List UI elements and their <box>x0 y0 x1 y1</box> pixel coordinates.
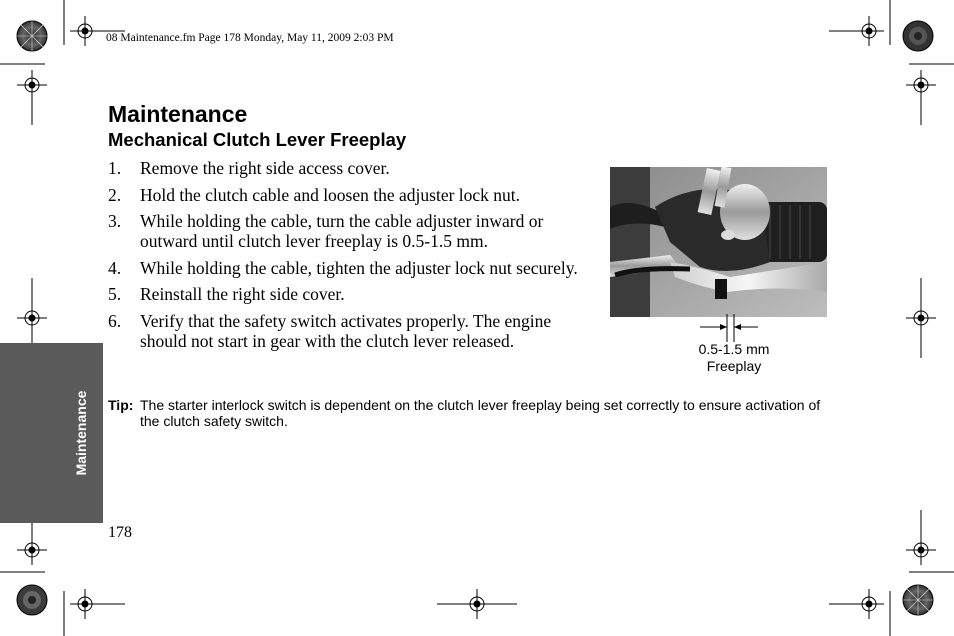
starburst-icon <box>17 585 47 615</box>
tip-label: Tip: <box>108 397 134 413</box>
step-text: While holding the cable, turn the cable adjuster inward or outward until clutch lever freeplay is 0.5-1.5 mm. <box>140 211 544 251</box>
list-item <box>108 311 580 351</box>
tip-note <box>108 397 838 429</box>
step-number: 1. <box>108 158 122 178</box>
step-number: 3. <box>108 211 122 231</box>
side-tab-label: Maintenance <box>73 390 89 476</box>
caption-label: Freeplay <box>706 358 762 374</box>
side-tab <box>0 343 103 523</box>
registration-target-icon <box>70 589 125 619</box>
procedure-steps <box>108 158 593 357</box>
section-title: Mechanical Clutch Lever Freeplay <box>108 129 407 150</box>
registration-target-icon <box>829 16 884 46</box>
list-item <box>108 211 593 251</box>
step-number: 4. <box>108 257 122 278</box>
step-number: 5. <box>108 284 122 304</box>
figure-caption <box>680 341 788 375</box>
starburst-icon <box>17 21 47 51</box>
registration-target-icon <box>906 70 936 125</box>
step-text: Reinstall the right side cover. <box>140 284 345 304</box>
step-text: Verify that the safety switch activates properly. The engine should not start in gear with the clutch lever released. <box>140 310 552 351</box>
list-item <box>108 284 593 304</box>
registration-target-icon <box>437 589 517 619</box>
page-number: 178 <box>108 524 132 541</box>
step-number: 2. <box>108 184 122 205</box>
tip-text: The starter interlock switch is dependent on the clutch lever freeplay being set correctly to ensure activation of the clutch safety switch. <box>140 397 821 429</box>
step-text: Remove the right side access cover. <box>140 158 390 178</box>
list-item <box>108 185 593 205</box>
list-item <box>108 158 593 178</box>
clutch-lever-photo <box>610 167 827 317</box>
starburst-icon <box>903 585 933 615</box>
step-number: 6. <box>108 310 122 331</box>
list-item <box>108 258 585 278</box>
step-text: While holding the cable, tighten the adjuster lock nut securely. <box>140 257 578 278</box>
print-header: 08 Maintenance.fm Page 178 Monday, May 11, 2009 2:03 PM <box>106 32 394 44</box>
page-title: Maintenance <box>108 101 248 127</box>
starburst-icon <box>903 21 933 51</box>
registration-target-icon <box>17 70 47 125</box>
registration-target-icon <box>906 510 936 565</box>
caption-measurement: 0.5-1.5 mm <box>698 341 770 357</box>
registration-target-icon <box>906 278 936 358</box>
registration-target-icon <box>829 589 884 619</box>
step-text: Hold the clutch cable and loosen the adjuster lock nut. <box>140 184 521 205</box>
